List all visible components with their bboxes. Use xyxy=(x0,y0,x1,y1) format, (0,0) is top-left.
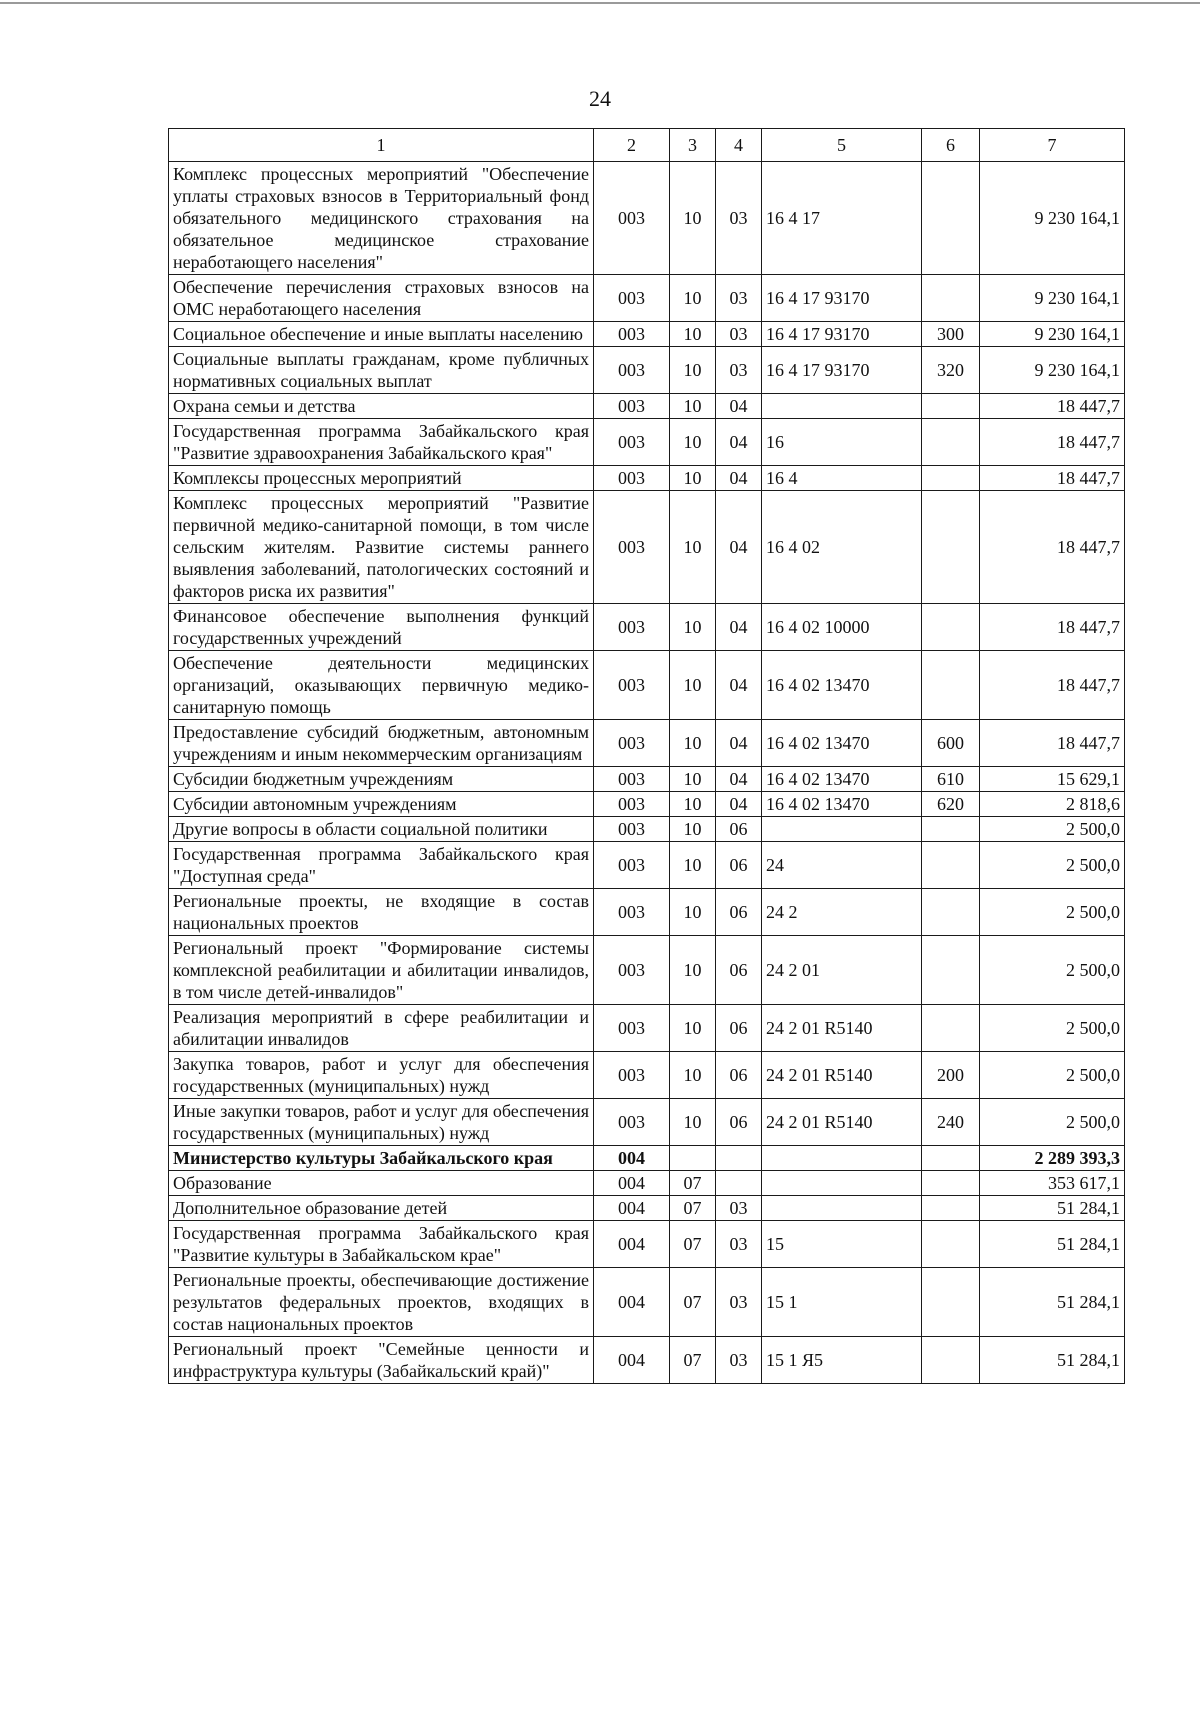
row-section-cell: 10 xyxy=(670,889,716,936)
row-subsection-cell: 03 xyxy=(716,1337,762,1384)
table-row xyxy=(169,322,1125,347)
row-amount-cell: 51 284,1 xyxy=(980,1196,1125,1221)
row-subsection-cell: 06 xyxy=(716,817,762,842)
row-subsection-cell: 04 xyxy=(716,394,762,419)
row-target-code-cell: 16 4 02 13470 xyxy=(762,767,922,792)
row-amount-cell: 18 447,7 xyxy=(980,491,1125,604)
row-expense-type-cell: 240 xyxy=(922,1099,980,1146)
row-target-code-cell: 16 4 17 93170 xyxy=(762,322,922,347)
col-header: 3 xyxy=(670,129,716,162)
row-amount-cell: 2 818,6 xyxy=(980,792,1125,817)
row-amount-cell: 9 230 164,1 xyxy=(980,275,1125,322)
table-row xyxy=(169,889,1125,936)
row-amount-cell: 9 230 164,1 xyxy=(980,162,1125,275)
row-grbs-cell: 003 xyxy=(594,466,670,491)
row-section-cell: 10 xyxy=(670,1099,716,1146)
row-target-code-cell xyxy=(762,1146,922,1171)
row-target-code-cell xyxy=(762,1196,922,1221)
row-target-code-cell: 16 4 02 10000 xyxy=(762,604,922,651)
row-grbs-cell: 003 xyxy=(594,792,670,817)
row-subsection-cell: 06 xyxy=(716,1005,762,1052)
row-expense-type-cell xyxy=(922,1221,980,1268)
row-target-code-cell: 16 4 17 93170 xyxy=(762,275,922,322)
row-subsection-cell: 03 xyxy=(716,162,762,275)
row-section-cell: 10 xyxy=(670,466,716,491)
row-name-cell: Обеспечение деятельности медицинских организаций, оказывающих первичную медико-санитарную помощь xyxy=(169,651,594,720)
row-target-code-cell: 16 4 17 xyxy=(762,162,922,275)
row-amount-cell: 51 284,1 xyxy=(980,1268,1125,1337)
row-target-code-cell: 16 4 02 13470 xyxy=(762,792,922,817)
row-name-cell: Комплекс процессных мероприятий "Обеспечение уплаты страховых взносов в Территориальный фонд обязательного медицинского страхования на обязательное медицинское страхование неработающего населения" xyxy=(169,162,594,275)
row-target-code-cell: 16 4 17 93170 xyxy=(762,347,922,394)
row-grbs-cell: 003 xyxy=(594,936,670,1005)
row-section-cell: 07 xyxy=(670,1171,716,1196)
row-subsection-cell: 03 xyxy=(716,275,762,322)
row-section-cell: 10 xyxy=(670,1052,716,1099)
table-row xyxy=(169,1052,1125,1099)
row-subsection-cell: 06 xyxy=(716,1099,762,1146)
row-name-cell: Другие вопросы в области социальной политики xyxy=(169,817,594,842)
row-amount-cell: 51 284,1 xyxy=(980,1337,1125,1384)
table-row xyxy=(169,604,1125,651)
row-subsection-cell: 03 xyxy=(716,1196,762,1221)
row-subsection-cell: 04 xyxy=(716,419,762,466)
row-amount-cell: 2 500,0 xyxy=(980,1005,1125,1052)
row-subsection-cell: 03 xyxy=(716,322,762,347)
row-name-cell: Государственная программа Забайкальского края "Развитие культуры в Забайкальском крае" xyxy=(169,1221,594,1268)
top-rule xyxy=(0,2,1200,4)
row-grbs-cell: 003 xyxy=(594,889,670,936)
row-grbs-cell: 004 xyxy=(594,1196,670,1221)
row-name-cell: Социальные выплаты гражданам, кроме публичных нормативных социальных выплат xyxy=(169,347,594,394)
row-expense-type-cell: 610 xyxy=(922,767,980,792)
row-section-cell: 10 xyxy=(670,347,716,394)
row-section-cell: 10 xyxy=(670,651,716,720)
row-grbs-cell: 004 xyxy=(594,1337,670,1384)
row-section-cell: 10 xyxy=(670,491,716,604)
row-grbs-cell: 003 xyxy=(594,720,670,767)
row-expense-type-cell: 600 xyxy=(922,720,980,767)
table-row xyxy=(169,1196,1125,1221)
row-target-code-cell: 24 2 01 xyxy=(762,936,922,1005)
row-grbs-cell: 004 xyxy=(594,1221,670,1268)
row-amount-cell: 2 500,0 xyxy=(980,817,1125,842)
row-name-cell: Субсидии автономным учреждениям xyxy=(169,792,594,817)
row-target-code-cell: 24 2 01 R5140 xyxy=(762,1005,922,1052)
row-subsection-cell: 06 xyxy=(716,936,762,1005)
row-name-cell: Дополнительное образование детей xyxy=(169,1196,594,1221)
row-grbs-cell: 003 xyxy=(594,817,670,842)
row-subsection-cell: 04 xyxy=(716,792,762,817)
row-amount-cell: 18 447,7 xyxy=(980,466,1125,491)
row-amount-cell: 2 500,0 xyxy=(980,1052,1125,1099)
row-target-code-cell: 24 2 xyxy=(762,889,922,936)
row-section-cell: 10 xyxy=(670,936,716,1005)
row-name-cell: Региональные проекты, обеспечивающие достижение результатов федеральных проектов, входящих в состав национальных проектов xyxy=(169,1268,594,1337)
table-row xyxy=(169,1099,1125,1146)
row-grbs-cell: 003 xyxy=(594,1099,670,1146)
table-row xyxy=(169,394,1125,419)
row-target-code-cell xyxy=(762,817,922,842)
col-header: 4 xyxy=(716,129,762,162)
row-expense-type-cell: 300 xyxy=(922,322,980,347)
row-grbs-cell: 003 xyxy=(594,1052,670,1099)
row-section-cell xyxy=(670,1146,716,1171)
row-subsection-cell: 06 xyxy=(716,889,762,936)
row-target-code-cell: 16 4 02 13470 xyxy=(762,651,922,720)
row-target-code-cell: 16 xyxy=(762,419,922,466)
row-target-code-cell: 24 2 01 R5140 xyxy=(762,1052,922,1099)
row-subsection-cell: 04 xyxy=(716,767,762,792)
row-name-cell: Региональные проекты, не входящие в состав национальных проектов xyxy=(169,889,594,936)
row-amount-cell: 18 447,7 xyxy=(980,720,1125,767)
row-target-code-cell: 24 xyxy=(762,842,922,889)
table-row xyxy=(169,1268,1125,1337)
row-expense-type-cell xyxy=(922,394,980,419)
row-target-code-cell: 15 1 Я5 xyxy=(762,1337,922,1384)
row-target-code-cell: 16 4 02 13470 xyxy=(762,720,922,767)
row-amount-cell: 18 447,7 xyxy=(980,394,1125,419)
row-subsection-cell: 03 xyxy=(716,1268,762,1337)
row-expense-type-cell xyxy=(922,466,980,491)
row-section-cell: 10 xyxy=(670,322,716,347)
table-row xyxy=(169,720,1125,767)
row-grbs-cell: 003 xyxy=(594,322,670,347)
row-subsection-cell: 04 xyxy=(716,491,762,604)
row-subsection-cell: 04 xyxy=(716,651,762,720)
row-amount-cell: 2 500,0 xyxy=(980,936,1125,1005)
row-expense-type-cell xyxy=(922,1171,980,1196)
row-target-code-cell: 16 4 xyxy=(762,466,922,491)
row-grbs-cell: 003 xyxy=(594,604,670,651)
row-name-cell: Субсидии бюджетным учреждениям xyxy=(169,767,594,792)
row-section-cell: 10 xyxy=(670,394,716,419)
row-expense-type-cell: 320 xyxy=(922,347,980,394)
row-grbs-cell: 003 xyxy=(594,651,670,720)
row-section-cell: 07 xyxy=(670,1337,716,1384)
row-name-cell: Социальное обеспечение и иные выплаты населению xyxy=(169,322,594,347)
row-target-code-cell xyxy=(762,1171,922,1196)
row-name-cell: Финансовое обеспечение выполнения функций государственных учреждений xyxy=(169,604,594,651)
row-subsection-cell xyxy=(716,1171,762,1196)
row-section-cell: 10 xyxy=(670,419,716,466)
row-name-cell: Комплексы процессных мероприятий xyxy=(169,466,594,491)
row-amount-cell: 2 500,0 xyxy=(980,889,1125,936)
row-target-code-cell: 24 2 01 R5140 xyxy=(762,1099,922,1146)
row-target-code-cell: 15 xyxy=(762,1221,922,1268)
table-row xyxy=(169,1337,1125,1384)
row-amount-cell: 2 500,0 xyxy=(980,1099,1125,1146)
col-header: 5 xyxy=(762,129,922,162)
row-amount-cell: 51 284,1 xyxy=(980,1221,1125,1268)
row-section-cell: 10 xyxy=(670,792,716,817)
row-name-cell: Образование xyxy=(169,1171,594,1196)
row-grbs-cell: 003 xyxy=(594,347,670,394)
page-number: 24 xyxy=(589,86,611,111)
row-expense-type-cell xyxy=(922,889,980,936)
row-expense-type-cell xyxy=(922,1005,980,1052)
row-expense-type-cell xyxy=(922,604,980,651)
row-section-cell: 07 xyxy=(670,1196,716,1221)
row-amount-cell: 2 500,0 xyxy=(980,842,1125,889)
row-expense-type-cell: 200 xyxy=(922,1052,980,1099)
row-amount-cell: 15 629,1 xyxy=(980,767,1125,792)
row-name-cell: Охрана семьи и детства xyxy=(169,394,594,419)
table-row xyxy=(169,651,1125,720)
row-name-cell: Закупка товаров, работ и услуг для обеспечения государственных (муниципальных) нужд xyxy=(169,1052,594,1099)
col-header: 1 xyxy=(169,129,594,162)
row-grbs-cell: 003 xyxy=(594,842,670,889)
col-header: 6 xyxy=(922,129,980,162)
row-grbs-cell: 003 xyxy=(594,491,670,604)
col-header: 7 xyxy=(980,129,1125,162)
row-subsection-cell: 03 xyxy=(716,1221,762,1268)
row-expense-type-cell xyxy=(922,419,980,466)
row-expense-type-cell xyxy=(922,1268,980,1337)
row-name-cell: Министерство культуры Забайкальского края xyxy=(169,1146,594,1171)
row-expense-type-cell: 620 xyxy=(922,792,980,817)
table-row xyxy=(169,347,1125,394)
row-section-cell: 10 xyxy=(670,1005,716,1052)
budget-table xyxy=(168,128,1125,1384)
row-target-code-cell: 15 1 xyxy=(762,1268,922,1337)
row-grbs-cell: 003 xyxy=(594,419,670,466)
row-name-cell: Предоставление субсидий бюджетным, автономным учреждениям и иным некоммерческим организациям xyxy=(169,720,594,767)
table-row xyxy=(169,1146,1125,1171)
table-row xyxy=(169,162,1125,275)
row-expense-type-cell xyxy=(922,1146,980,1171)
row-section-cell: 10 xyxy=(670,767,716,792)
row-name-cell: Иные закупки товаров, работ и услуг для обеспечения государственных (муниципальных) нужд xyxy=(169,1099,594,1146)
table-row xyxy=(169,792,1125,817)
row-amount-cell: 18 447,7 xyxy=(980,651,1125,720)
row-grbs-cell: 003 xyxy=(594,1005,670,1052)
row-amount-cell: 9 230 164,1 xyxy=(980,347,1125,394)
row-grbs-cell: 003 xyxy=(594,162,670,275)
row-subsection-cell: 03 xyxy=(716,347,762,394)
row-grbs-cell: 003 xyxy=(594,767,670,792)
row-expense-type-cell xyxy=(922,1196,980,1221)
table-row xyxy=(169,466,1125,491)
row-name-cell: Государственная программа Забайкальского края "Развитие здравоохранения Забайкальского края" xyxy=(169,419,594,466)
table-row xyxy=(169,1171,1125,1196)
row-expense-type-cell xyxy=(922,162,980,275)
table-row xyxy=(169,275,1125,322)
row-expense-type-cell xyxy=(922,842,980,889)
row-subsection-cell: 06 xyxy=(716,1052,762,1099)
table-row xyxy=(169,491,1125,604)
table-row xyxy=(169,1221,1125,1268)
row-section-cell: 10 xyxy=(670,162,716,275)
row-amount-cell: 2 289 393,3 xyxy=(980,1146,1125,1171)
row-amount-cell: 353 617,1 xyxy=(980,1171,1125,1196)
row-amount-cell: 18 447,7 xyxy=(980,419,1125,466)
row-expense-type-cell xyxy=(922,936,980,1005)
row-section-cell: 07 xyxy=(670,1268,716,1337)
row-expense-type-cell xyxy=(922,651,980,720)
table-row xyxy=(169,817,1125,842)
row-expense-type-cell xyxy=(922,491,980,604)
row-grbs-cell: 003 xyxy=(594,394,670,419)
table-row xyxy=(169,1005,1125,1052)
row-grbs-cell: 004 xyxy=(594,1146,670,1171)
row-subsection-cell xyxy=(716,1146,762,1171)
row-name-cell: Государственная программа Забайкальского края "Доступная среда" xyxy=(169,842,594,889)
row-section-cell: 10 xyxy=(670,275,716,322)
row-target-code-cell: 16 4 02 xyxy=(762,491,922,604)
table-row xyxy=(169,842,1125,889)
row-section-cell: 10 xyxy=(670,817,716,842)
row-section-cell: 10 xyxy=(670,720,716,767)
table-row xyxy=(169,767,1125,792)
row-section-cell: 10 xyxy=(670,604,716,651)
row-amount-cell: 9 230 164,1 xyxy=(980,322,1125,347)
row-expense-type-cell xyxy=(922,1337,980,1384)
row-name-cell: Региональный проект "Семейные ценности и инфраструктура культуры (Забайкальский край)" xyxy=(169,1337,594,1384)
row-name-cell: Реализация мероприятий в сфере реабилитации и абилитации инвалидов xyxy=(169,1005,594,1052)
row-amount-cell: 18 447,7 xyxy=(980,604,1125,651)
row-name-cell: Региональный проект "Формирование системы комплексной реабилитации и абилитации инвалидов, в том числе детей-инвалидов" xyxy=(169,936,594,1005)
row-section-cell: 10 xyxy=(670,842,716,889)
row-name-cell: Обеспечение перечисления страховых взносов на ОМС неработающего населения xyxy=(169,275,594,322)
row-subsection-cell: 04 xyxy=(716,604,762,651)
table-row xyxy=(169,936,1125,1005)
row-section-cell: 07 xyxy=(670,1221,716,1268)
row-subsection-cell: 04 xyxy=(716,466,762,491)
row-expense-type-cell xyxy=(922,817,980,842)
row-subsection-cell: 06 xyxy=(716,842,762,889)
header-row xyxy=(169,129,1125,162)
row-expense-type-cell xyxy=(922,275,980,322)
row-grbs-cell: 003 xyxy=(594,275,670,322)
row-grbs-cell: 004 xyxy=(594,1171,670,1196)
row-subsection-cell: 04 xyxy=(716,720,762,767)
row-target-code-cell xyxy=(762,394,922,419)
table-row xyxy=(169,419,1125,466)
row-name-cell: Комплекс процессных мероприятий "Развитие первичной медико-санитарной помощи, в том числе сельским жителям. Развитие системы раннего выявления заболеваний, патологических состояний и факторов риска их развития" xyxy=(169,491,594,604)
col-header: 2 xyxy=(594,129,670,162)
row-grbs-cell: 004 xyxy=(594,1268,670,1337)
